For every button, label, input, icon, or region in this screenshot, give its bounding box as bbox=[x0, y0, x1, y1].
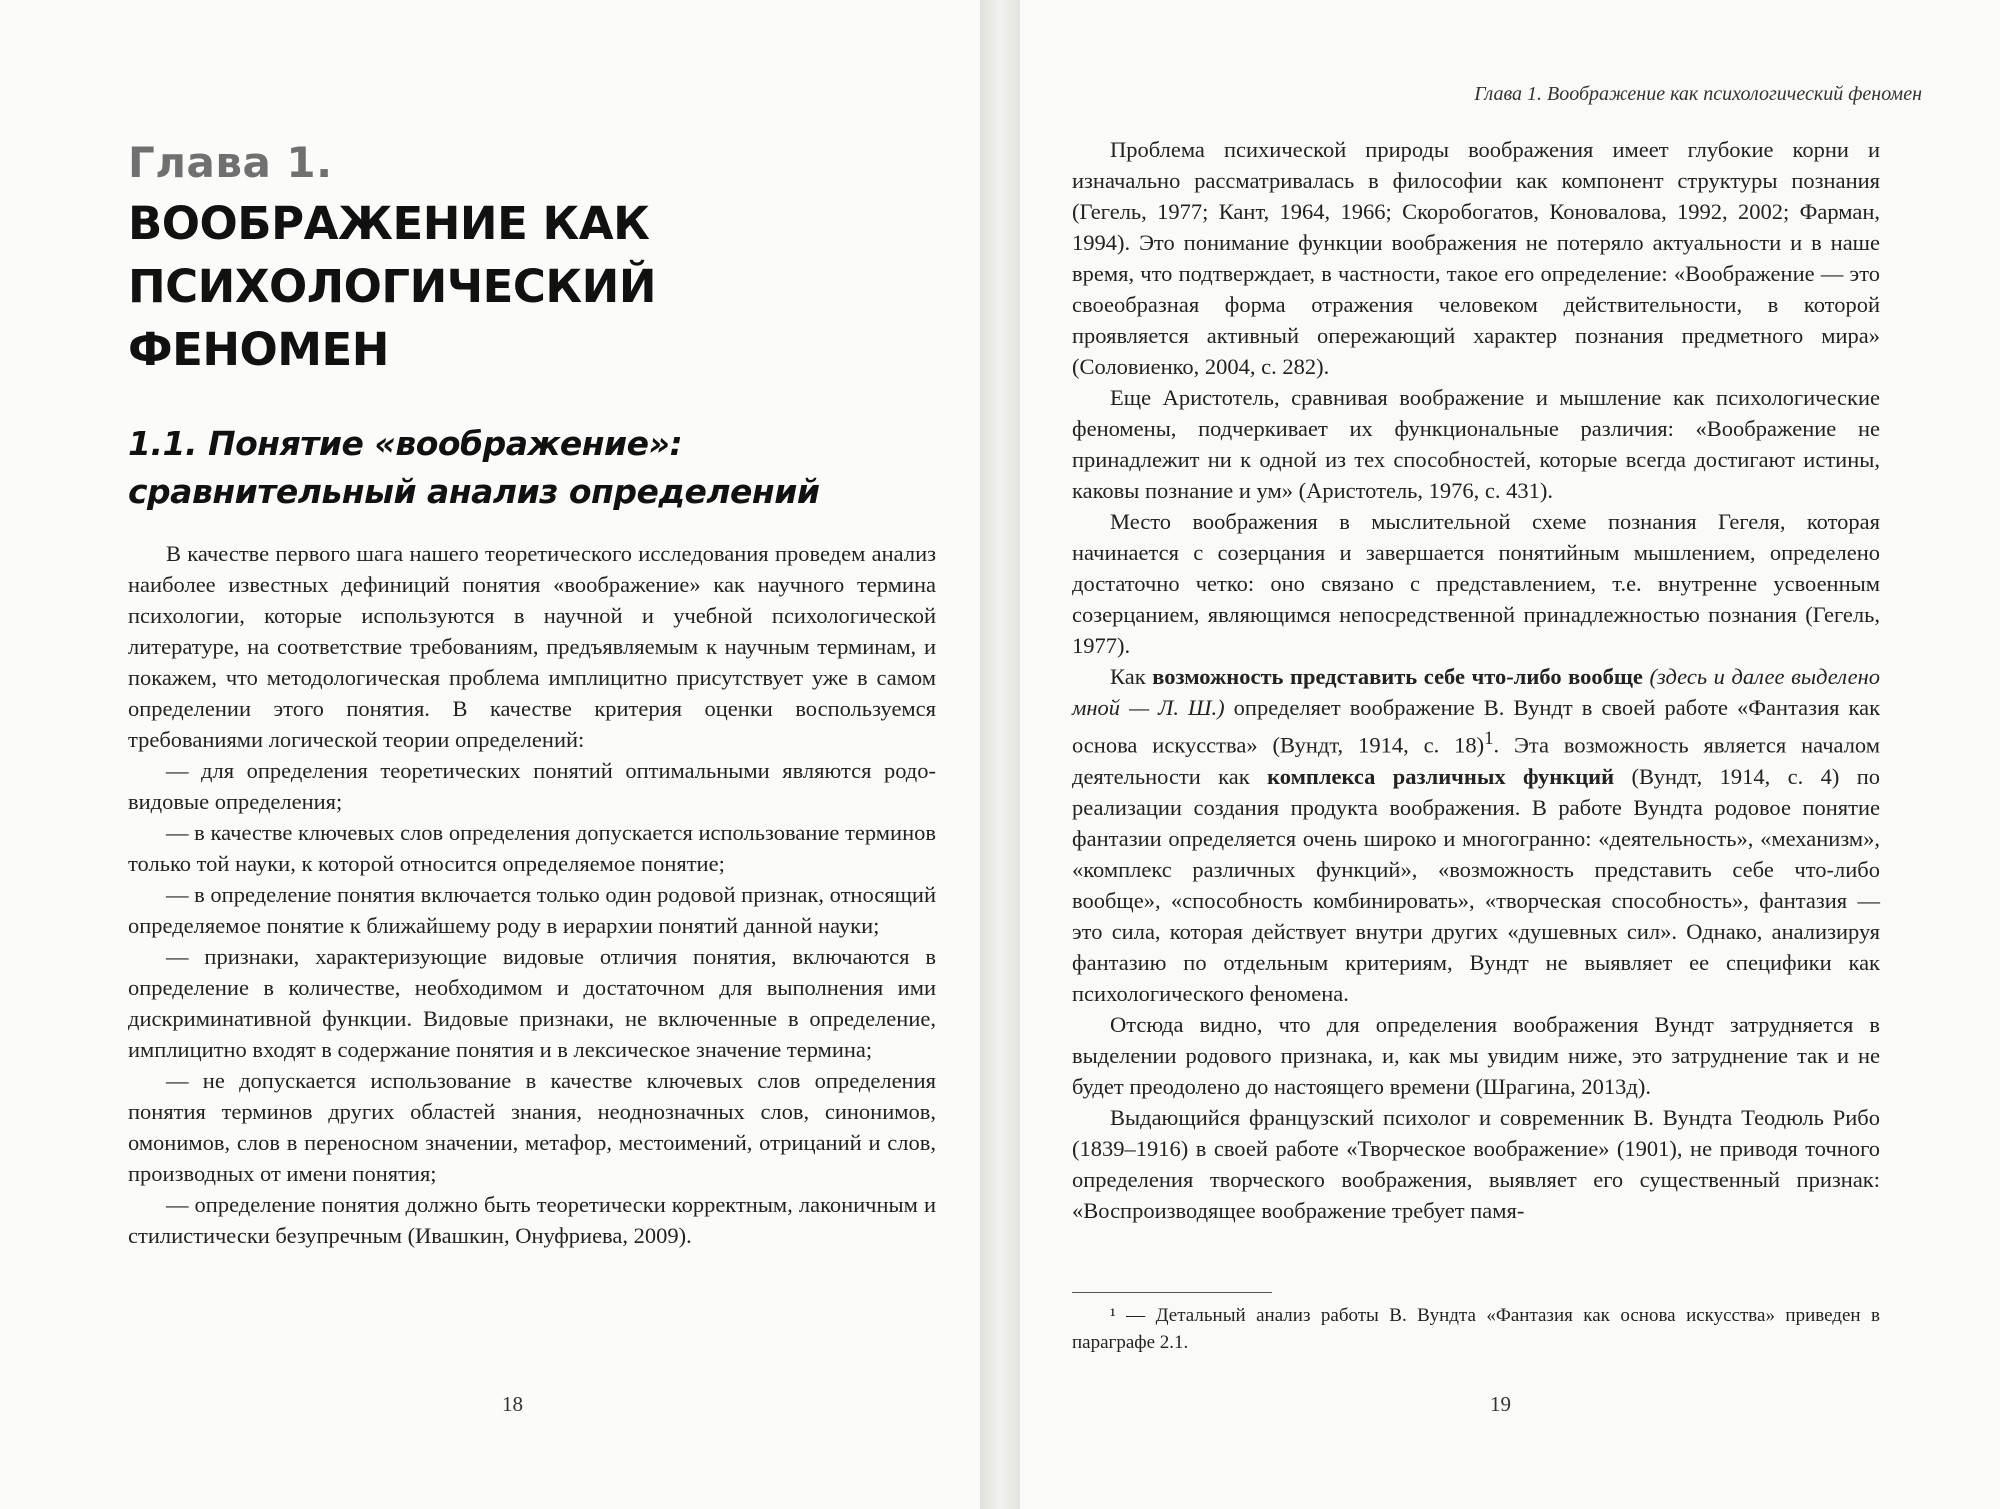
list-item: — не допускается использование в качестве ключевых слов определения понятия терминов других областей знания, неоднозначных слов, синонимов, омонимов, слов в переносном значении, метафор, местоимений, отрицаний и слов, производных от имени понятия; bbox=[128, 1068, 936, 1186]
text-run: . Эта возможность является началом деятельности как bbox=[1072, 732, 1880, 789]
page-number: 18 bbox=[502, 1392, 523, 1416]
paragraph: Место воображения в мыслительной схеме познания Гегеля, которая начинается с созерцания и завершается понятийным мышлением, определено достаточно четко: оно связано с представлением, т.е. внутренне усвоенным созерцанием, являющимся непосредственной принадлежностью познания (Гегель, 1977). bbox=[1072, 509, 1880, 658]
paragraph: Еще Аристотель, сравнивая воображение и мышление как психологические феномены, подчеркивает их функциональные различия: «Воображение не принадлежит ни к одной из тех способностей, которые всегда достигают истины, каковы познание и ум» (Аристотель, 1976, с. 431). bbox=[1072, 385, 1880, 503]
paragraph: В качестве первого шага нашего теоретического исследования проведем анализ наиболее известных дефиниций понятия «воображение» как научного термина психологии, которые используются в научной и учебной психологической литературе, на соответствие требованиям, предъявляемым к научным терминам, и покажем, что методологическая проблема имплицитно присутствует уже в самом определении этого понятия. В качестве критерия оценки воспользуемся требованиями логической теории определений: bbox=[128, 541, 936, 752]
paragraph: Отсюда видно, что для определения воображения Вундт затрудняется в выделении родового признака, и, как мы увидим ниже, это затруднение так и не будет преодолено до настоящего времени (Шрагина, 2013д). bbox=[1072, 1011, 1880, 1099]
footnote-text: ¹ — Детальный анализ работы В. Вундта «Фантазия как основа искусства» приведен в параграфе 2.1. bbox=[1072, 1305, 1880, 1353]
footnote-marker: 1 bbox=[1484, 728, 1494, 749]
text-run: определяет воображение В. Вундт в своей работе «Фантазия как основа искусства» (Вундт, 1914, с. 18) bbox=[1072, 695, 1880, 758]
section-title: 1.1. Понятие «воображение»: сравнительный анализ определений bbox=[128, 424, 820, 511]
text-run: (Вундт, 1914, с. 4) по реализации создания продукта воображения. В работе Вундта родовое понятие фантазии определяется очень широко и многогранно: «деятельность», «механизм», «комплекс различных функций», «возможность представить себе что-либо вообще», «способность комбинировать», «творческая способность», фантазия — это сила, которая действует внутри других «душевных сил». Однако, анализируя фантазию по отдельным критериям, Вундт не выявляет ее специфики как психологического феномена. bbox=[1072, 763, 1881, 1006]
page-number: 19 bbox=[1490, 1392, 1511, 1416]
list-item: — в определение понятия включается только один родовой признак, относящий определяемое понятие к ближайшему роду в иерархии понятий данной науки; bbox=[128, 882, 936, 938]
left-page bbox=[0, 0, 980, 1509]
paragraph: Выдающийся французский психолог и современник В. Вундта Теодюль Рибо (1839–1916) в своей работе «Творческое воображение» (1901), не приводя точного определения творческого воображения, выявляет его существенный признак: «Воспроизводящее воображение требует памя- bbox=[1072, 1104, 1880, 1223]
footnote bbox=[1072, 1302, 1880, 1356]
text-run: Как bbox=[1110, 664, 1153, 689]
list-item: — признаки, характеризующие видовые отличия понятия, включаются в определение в количестве, необходимом и достаточном для выполнения ими дискриминативной функции. Видовые признаки, не включенные в определение, имплицитно входят в содержание понятия и в лексическое значение термина; bbox=[128, 944, 936, 1062]
right-body-text bbox=[1072, 134, 1880, 1226]
chapter-title: ВООБРАЖЕНИЕ КАК ПСИХОЛОГИЧЕСКИЙ ФЕНОМЕН bbox=[128, 197, 656, 376]
footnote-rule bbox=[1072, 1292, 1272, 1293]
list-item: — в качестве ключевых слов определения допускается использование терминов только той науки, к которой относится определяемое понятие; bbox=[128, 820, 936, 876]
list-item: — определение понятия должно быть теоретически корректным, лаконичным и стилистически безупречным (Ивашкин, Онуфриева, 2009). bbox=[128, 1192, 936, 1248]
running-head: Глава 1. Воображение как психологический феномен bbox=[1474, 83, 1922, 105]
paragraph: Проблема психической природы воображения имеет глубокие корни и изначально рассматривалась в философии как компонент структуры познания (Гегель, 1977; Кант, 1964, 1966; Скоробогатов, Коновалова, 1992, 2002; Фарман, 1994). Это понимание функции воображения не потеряло актуальности и в наше время, что подтверждает, в частности, такое его определение: «Воображение — это своеобразная форма отражения человеком действительности, в которой проявляется активный опережающий характер познания предметного мира» (Соловиенко, 2004, с. 282). bbox=[1072, 137, 1880, 379]
left-body-text bbox=[128, 538, 936, 1251]
book-gutter bbox=[980, 0, 1020, 1509]
chapter-label: Глава 1. bbox=[128, 138, 333, 187]
bold-text: комплекса различных функций bbox=[1267, 763, 1615, 789]
right-page bbox=[1020, 0, 2000, 1509]
italic-text: (здесь и далее выделено мной — Л. Ш.) bbox=[1072, 664, 1880, 720]
list-item: — для определения теоретических понятий оптимальными являются родо-видовые определения; bbox=[128, 758, 936, 814]
bold-text: возможность представить себе что-либо вообще bbox=[1152, 664, 1643, 689]
paragraph bbox=[1072, 661, 1880, 1009]
